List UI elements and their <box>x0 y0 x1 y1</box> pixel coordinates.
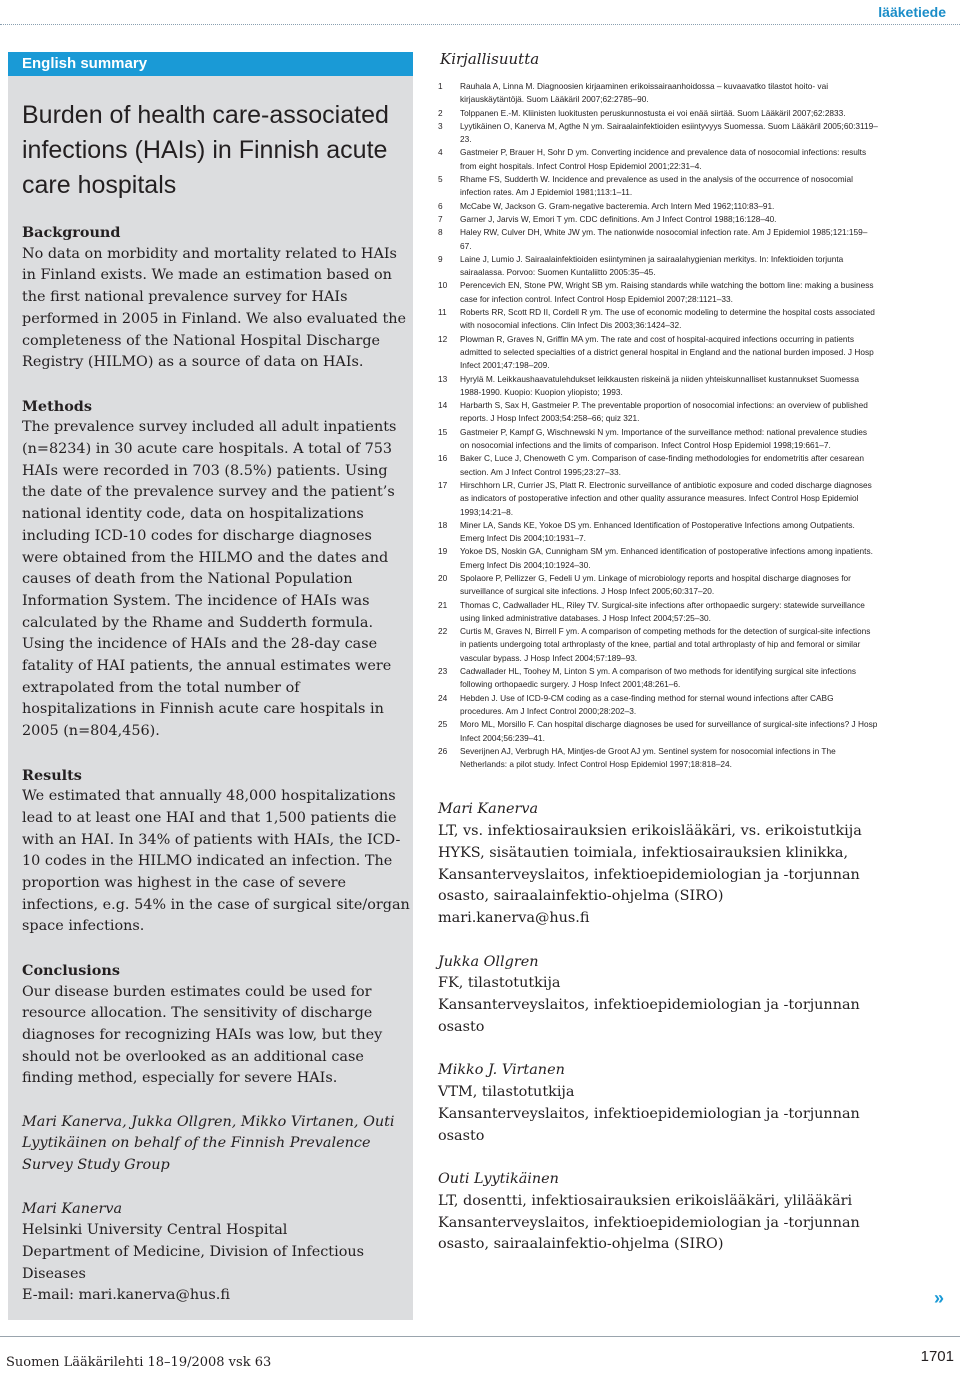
reference-text: Roberts RR, Scott RD II, Cordell R ym. The use of economic modeling to determine the hospital costs associated with nosocomial infections. Clin Infect Dis 2003;36:1424–32. <box>460 307 875 331</box>
reference-text: Miner LA, Sands KE, Yokoe DS ym. Enhanced Identification of Postoperative Infections among Outpatients. Emerg Infect Dis 2004;10:1931–7. <box>460 519 855 544</box>
author-affiliation-line: osasto, sairaalainfektio-ohjelma (SIRO) <box>438 888 724 905</box>
author-affiliation-line: HYKS, sisätautien toimiala, infektiosairauksien klinikka, <box>438 844 849 861</box>
summary-tag: English summary <box>8 52 413 76</box>
reference-item <box>438 279 878 306</box>
author-affiliation-line: osasto <box>438 1127 485 1144</box>
page-number: 1701 <box>920 1348 954 1365</box>
reference-text: Haley RW, Culver DH, White JW ym. The nationwide nosocomial infection rate. Am J Epidemiol 1985;121:159–67. <box>460 227 868 251</box>
reference-list <box>438 80 878 771</box>
methods-text: The prevalence survey included all adult inpatients (n=8234) in 30 acute care hospitals. A total of 753 HAIs were recorded in 703 (8.5%) patients. Using the date of the prevalence survey and the patient’s national identity code, data on hospitalizations including ICD-10 codes for discharge diagnoses were obtained from the HILMO and the dates and causes of death from the National Population Information System. The incidence of HAIs was calculated by the Rhame and Sudderth formula. Using the incidence of HAIs and the 28-day case fatality of HAI patients, the annual estimates were extrapolated from the total number of hospitalizations in Finnish acute care hospitals in 2005 (n=804,456). <box>22 419 397 740</box>
reference-item <box>438 107 878 120</box>
results-heading: Results <box>22 766 82 784</box>
reference-item <box>438 399 878 426</box>
author-name: Mikko J. Virtanen <box>438 1062 565 1079</box>
reference-item <box>438 692 878 719</box>
conclusions-text: Our disease burden estimates could be used for resource allocation. The sensitivity of discharge diagnoses for recognizing HAIs was low, but they should not be overlooked as an additional case finding method, especially for severe HAIs. <box>22 983 383 1087</box>
author-affiliation-line: osasto <box>438 1018 485 1035</box>
author-name: Outi Lyytikäinen <box>438 1171 559 1188</box>
abstract-body <box>22 222 410 1307</box>
background-text: No data on morbidity and mortality related to HAIs in Finland exists. We made an estimation based on the first national prevalence survey for HAIs performed in 2005 in Finland. We also evaluated the completeness of the National Hospital Discharge Registry (HILMO) as a source of data on HAIs. <box>22 245 407 371</box>
reference-text: Lyytikäinen O, Kanerva M, Agthe N ym. Sairaalainfektioiden esiintyvyys Suomessa. Suom Lääkäril 2005;60:3119–23. <box>460 120 878 145</box>
reference-text: Harbarth S, Sax H, Gastmeier P. The preventable proportion of nosocomial infections: an overview of published reports. J Hosp Infect 2003;54:258–66; quiz 321. <box>460 400 868 424</box>
author-bio <box>438 799 878 929</box>
journal-issue: Suomen Lääkärilehti 18–19/2008 vsk 63 <box>6 1355 272 1370</box>
reference-number: 7 <box>438 213 443 224</box>
abstract-title: Burden of health care-associated infections (HAIs) in Finnish acute care hospitals <box>22 101 389 199</box>
reference-text: Plowman R, Graves N, Griffin MA ym. The rate and cost of hospital-acquired infections occurring in patients admitted to selected specialties of a district general hospital in England and the national burden imposed. J Hosp Infect 2001;47:198–209. <box>460 333 874 371</box>
reference-text: Gastmeier P, Brauer H, Sohr D ym. Converting incidence and prevalence data of nosocomial infections: results from eight hospitals. Infect Control Hosp Epidemiol 2001;22:31–4. <box>460 147 867 171</box>
reference-item <box>438 200 878 213</box>
reference-number: 9 <box>438 253 443 264</box>
reference-number: 25 <box>438 719 448 730</box>
reference-item <box>438 718 878 745</box>
reference-number: 16 <box>438 453 448 464</box>
author-bios <box>438 799 878 1256</box>
reference-number: 8 <box>438 227 443 238</box>
author-affiliation-line: VTM, tilastotutkija <box>438 1084 575 1101</box>
author-affiliation-line: FK, tilastotutkija <box>438 975 561 992</box>
reference-number: 19 <box>438 546 448 557</box>
continue-arrow-icon: » <box>934 1288 945 1308</box>
footer-divider <box>0 1336 960 1337</box>
conclusions-heading: Conclusions <box>22 961 120 979</box>
reference-text: Yokoe DS, Noskin GA, Cunnigham SM ym. Enhanced identification of postoperative infections among inpatients. Emerg Infect Dis 2004;10:1924–30. <box>460 546 873 570</box>
reference-number: 18 <box>438 519 448 530</box>
reference-number: 5 <box>438 174 443 185</box>
reference-text: Garner J, Jarvis W, Emori T ym. CDC definitions. Am J Infect Control 1988;16:128–40. <box>460 213 777 224</box>
reference-text: Moro ML, Morsillo F. Can hospital discharge diagnoses be used for surveillance of surgical-site infections? J Hosp Infect 2004;56:239–41. <box>460 719 878 743</box>
contact-institution: Helsinki University Central Hospital <box>22 1222 288 1239</box>
reference-item <box>438 545 878 572</box>
reference-number: 26 <box>438 745 448 756</box>
contact-email[interactable]: E-mail: mari.kanerva@hus.fi <box>22 1287 230 1304</box>
reference-item <box>438 173 878 200</box>
reference-item <box>438 80 878 107</box>
header-divider <box>0 24 960 25</box>
author-name: Mari Kanerva <box>438 801 539 818</box>
reference-item <box>438 519 878 546</box>
author-affiliation-line: osasto, sairaalainfektio-ohjelma (SIRO) <box>438 1236 724 1253</box>
reference-number: 13 <box>438 373 448 384</box>
right-column <box>438 50 878 1278</box>
reference-text: Spolaore P, Pellizzer G, Fedeli U ym. Linkage of microbiology reports and hospital discharge diagnoses for surveillance of surgical site infections. J Hosp Infect 2005;60:317–20. <box>460 572 851 597</box>
reference-item <box>438 599 878 626</box>
reference-number: 4 <box>438 147 443 158</box>
reference-text: Tolppanen E.-M. Kliinisten luokitusten peruskunnostusta ei voi enää siirtää. Suom Lääkäril 2007;62:2833. <box>460 107 846 118</box>
reference-number: 17 <box>438 479 448 490</box>
reference-number: 6 <box>438 200 443 211</box>
author-affiliation-line: Kansanterveyslaitos, infektioepidemiologian ja -torjunnan <box>438 1105 860 1122</box>
contact-block <box>22 1199 410 1308</box>
reference-number: 21 <box>438 599 448 610</box>
reference-item <box>438 373 878 400</box>
reference-item <box>438 333 878 373</box>
reference-number: 11 <box>438 307 447 318</box>
author-affiliation-line: LT, dosentti, infektiosairauksien erikoislääkäri, ylilääkäri <box>438 1192 853 1209</box>
reference-text: Curtis M, Graves N, Birrell F ym. A comparison of competing methods for the detection of surgical-site infections in patients undergoing total arthroplasty of the knee, partial and total arthroplasty of hip and femoral or similar vascular bypass. J Hosp Infect 2004;57:189–93. <box>460 626 871 663</box>
author-bio <box>438 1169 878 1256</box>
reference-text: Baker C, Luce J, Chenoweth C ym. Comparison of case-finding methodologies for endometritis after cesarean section. Am J Infect Control 1995;23:27–33. <box>460 453 864 477</box>
reference-text: Hyrylä M. Leikkaushaavatulehdukset leikkausten riskeinä ja niiden yhteiskunnalliset kustannukset Suomessa 1988-1990. Kuopio: Kuopion yliopisto; 1993. <box>460 373 859 397</box>
reference-item <box>438 665 878 692</box>
reference-text: Thomas C, Cadwallader HL, Riley TV. Surgical-site infections after orthopaedic surgery: statewide surveillance using linked administrative databases. J Hosp Infect 2004;57:25–30. <box>460 599 865 623</box>
reference-number: 3 <box>438 120 443 131</box>
reference-number: 1 <box>438 81 443 91</box>
reference-text: Severijnen AJ, Verbrugh HA, Mintjes-de Groot AJ ym. Sentinel system for nosocomial infections in The Netherlands: a pilot study. Infect Control Hosp Epidemiol 1997;18:818–24. <box>460 745 836 770</box>
reference-item <box>438 253 878 280</box>
reference-text: Perencevich EN, Stone PW, Wright SB ym. Raising standards while watching the bottom line: making a business case for infection control. Infect Control Hosp Epidemiol 2007;28:1121–33. <box>460 280 874 304</box>
reference-number: 2 <box>438 107 443 118</box>
reference-item <box>438 146 878 173</box>
reference-number: 15 <box>438 426 448 437</box>
reference-number: 12 <box>438 333 448 344</box>
reference-number: 24 <box>438 692 448 703</box>
contact-department: Department of Medicine, Division of Infectious Diseases <box>22 1243 365 1282</box>
reference-number: 22 <box>438 626 448 637</box>
author-affiliation-line: Kansanterveyslaitos, infektioepidemiologian ja -torjunnan <box>438 866 860 883</box>
reference-number: 10 <box>438 280 448 291</box>
author-affiliation-line: Kansanterveyslaitos, infektioepidemiologian ja -torjunnan <box>438 997 860 1014</box>
reference-text: Rauhala A, Linna M. Diagnoosien kirjaaminen erikoissairaanhoidossa – kuvaavatko tilastot hoito- vai kirjauskäytäntöjä. Suom Lääkäril 2007;62:2785–90. <box>460 81 829 105</box>
reference-item <box>438 572 878 599</box>
results-text: We estimated that annually 48,000 hospitalizations lead to at least one HAI and that 1,500 patients die with an HAI. In 34% of patients with HAIs, the ICD-10 codes in the HILMO indicated an infection. The proportion was highest in the case of severe infections, e.g. 54% in the case of surgical site/organ space infections. <box>22 788 410 935</box>
author-affiliation-line: mari.kanerva@hus.fi <box>438 909 590 926</box>
reference-item <box>438 426 878 453</box>
reference-item <box>438 452 878 479</box>
author-bio <box>438 1060 878 1147</box>
reference-number: 23 <box>438 666 448 677</box>
reference-item <box>438 306 878 333</box>
reference-item <box>438 120 878 147</box>
reference-item <box>438 226 878 253</box>
authors-line: Mari Kanerva, Jukka Ollgren, Mikko Virtanen, Outi Lyytikäinen on behalf of the Finnish Prevalence Survey Study Group <box>22 1113 395 1174</box>
reference-text: Cadwallader HL, Toohey M, Linton S ym. A comparison of two methods for identifying surgical site infections following orthopaedic surgery. J Hosp Infect 2001;48:261–6. <box>460 666 856 690</box>
contact-name: Mari Kanerva <box>22 1200 123 1217</box>
author-name: Jukka Ollgren <box>438 953 539 970</box>
reference-text: Laine J, Lumio J. Sairaalainfektioiden esiintyminen ja sairaalahygienian merkitys. In: Infektioiden torjunta sairaalassa. Porvoo: Suomen Kuntaliitto 2005:35–45. <box>460 253 844 278</box>
reference-item <box>438 625 878 665</box>
reference-item <box>438 479 878 519</box>
reference-item <box>438 745 878 772</box>
reference-text: Hirschhorn LR, Currier JS, Platt R. Electronic surveillance of antibiotic exposure and coded discharge diagnoses as indicators of postoperative infection and other quality assurance measures. Infect Control Hosp Epidemiol 1993;14:21–8. <box>460 479 872 517</box>
references-title: Kirjallisuutta <box>440 50 540 68</box>
section-tag: lääketiede <box>878 4 946 20</box>
reference-number: 20 <box>438 572 448 583</box>
reference-number: 14 <box>438 400 448 411</box>
english-summary-box <box>8 52 413 1320</box>
author-affiliation-line: LT, vs. infektiosairauksien erikoislääkäri, vs. erikoistutkija <box>438 823 862 840</box>
reference-text: Rhame FS, Sudderth W. Incidence and prevalence as used in the analysis of the occurrence of nosocomial infection rates. Am J Epidemiol 1981;113:1–11. <box>460 174 853 198</box>
author-bio <box>438 952 878 1039</box>
reference-text: Gastmeier P, Kampf G, Wischnewski N ym. Importance of the surveillance method: national prevalence studies on nosocomial infections and the limits of comparison. Infect Control Hosp Epidemiol 1998;19:661–7. <box>460 426 868 451</box>
reference-text: McCabe W, Jackson G. Gram-negative bacteremia. Arch Intern Med 1962;110:83–91. <box>460 200 775 211</box>
reference-item <box>438 213 878 226</box>
methods-heading: Methods <box>22 397 92 415</box>
reference-text: Hebden J. Use of ICD-9-CM coding as a case-finding method for sternal wound infections after CABG procedures. Am J Infect Control 2000;28:202–3. <box>460 692 834 716</box>
author-affiliation-line: Kansanterveyslaitos, infektioepidemiologian ja -torjunnan <box>438 1214 860 1231</box>
background-heading: Background <box>22 224 121 241</box>
